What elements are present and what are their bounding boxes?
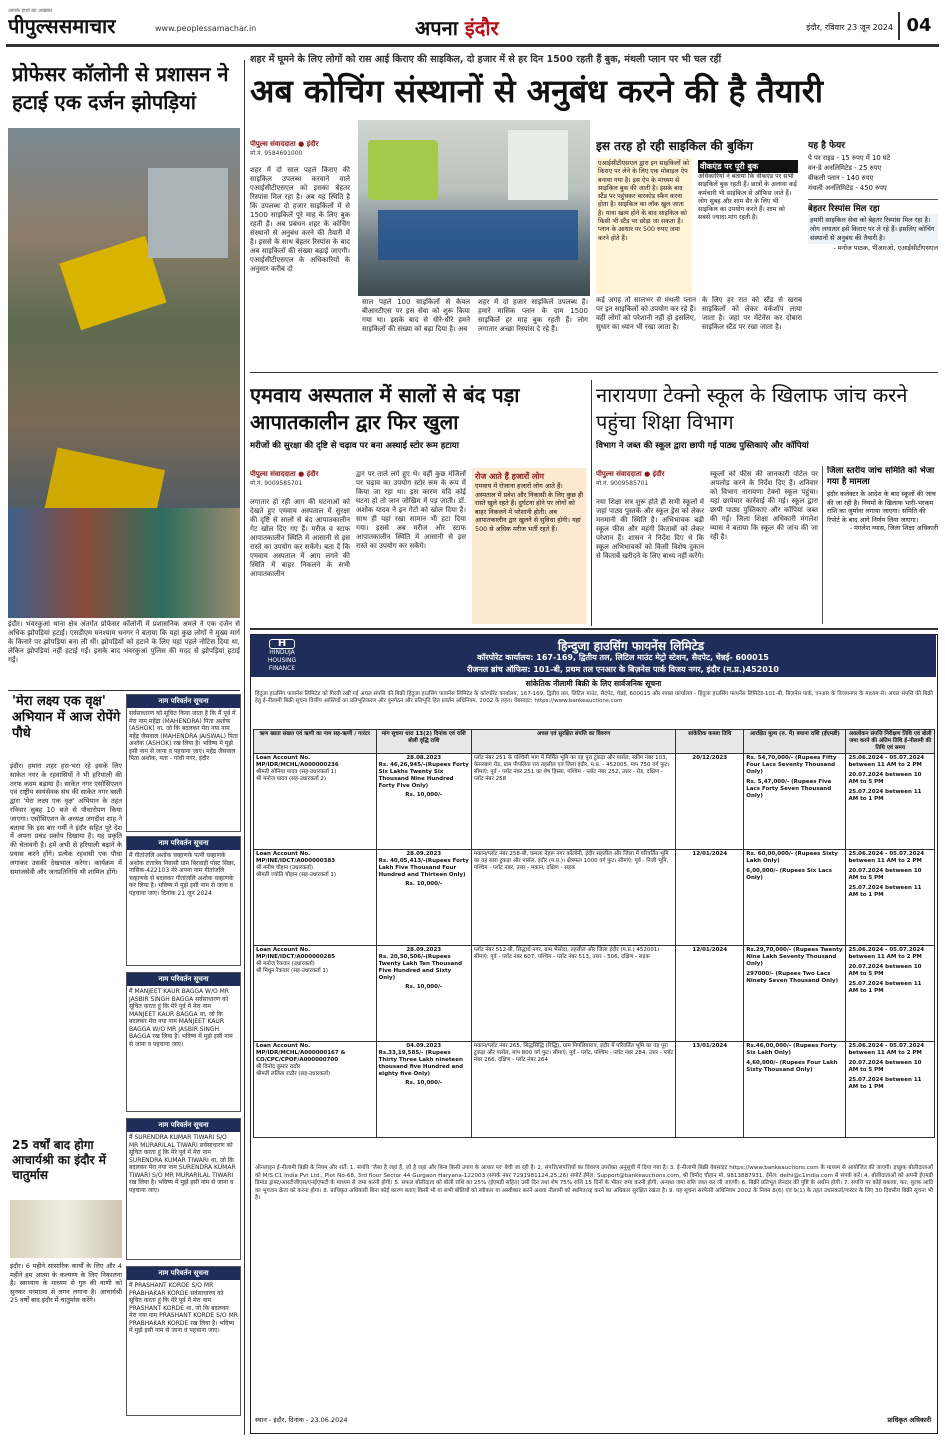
reserve-price: Rs.29,70,000/- (Rupees Twenty Nine Lakh Seventy Thousand Only)	[746, 947, 843, 967]
property-desc: प्लॉट नंबर 251 के पश्चिमी भाग में निर्मित भूमि का वह पूरा टुकड़ा और पार्सल, स्कीम नंबर 103, केसरबाग रोड, ग्राम पीपलिया राव तहसील एवं जिला इंदौर, म.प्र. - 452005, माप 750 वर्ग फुट। सीमाएं: पूर्व - प्लॉट नंबर 251 का शेष हिस्सा, पश्चिम - प्लॉट नंबर 252, उत्तर - रोड, दक्षिण - प्लॉट नंबर 258	[471, 754, 675, 850]
hinduja-logo	[257, 639, 307, 673]
col-header: सांकेतिक कब्जा तिथि	[676, 730, 744, 754]
hospital-byline: पीपुल्स संवाददाता ● इंदौर मो.नं. 9009585701	[250, 470, 350, 492]
notice-amount: Rs. 46,26,945/-(Rupees Forty Six Lakhs Twenty Six Thousand Nine Hundred Forty Five Only)	[378, 762, 469, 789]
auction-date: 25.07.2024 between 11 AM to 1 PM	[848, 1077, 922, 1090]
table-row	[254, 754, 935, 850]
notice-date: 28.08.2023	[406, 755, 442, 761]
cycle-col4: कई जगह तो सालभर से मंथली प्लान पर इन साइकिलों को उपयोग कर रहे हैं। वहीं लोगों को परेशानी नहीं हो इसलिए, सुधार का ध्यान भी रखा जाता है।	[596, 296, 696, 331]
byline-city: इंदौर	[306, 140, 319, 148]
byline-mob: मो.नं. 9009585701	[596, 480, 649, 487]
fare-item: मंथली अनलिमिटेड - 450 रुपए	[808, 184, 887, 192]
notice-date: 04.09.2023	[406, 1043, 442, 1049]
acharya-photo	[10, 1200, 122, 1258]
emd: 4,60,000/- (Rupees Four Lakh Sixty Thousand Only)	[746, 1060, 838, 1073]
possession-date: 20/12/2023	[676, 754, 744, 850]
loan-account: Loan Account No. MP/INE/IDCT/A000000285	[256, 947, 336, 960]
inspection: 25.06.2024 - 05.07.2024 between 11 AM to 2 PM	[848, 947, 925, 960]
hospital-col2: द्वार पर ताले लगे हुए थे। वहीं कुछ मंजिलों पर चढ़ाव का उपयोग स्टोर रूम के रूप में किया जा रहा था। इस कारण यदि कोई घटना हो तो जान जोखिम में पड़ जाती। डॉ. अशोक यादव ने इन गेटों को खोल दिया है। साथ ही यहां रखा सामान भी हटा दिया गया। इससे अब मरीज और स्टाफ आपातकालीन स्थिति में आसानी से इस रास्ते का उपयोग कर सकेंगे।	[356, 470, 466, 550]
school-col1: नया शिक्षा सत्र शुरू होते ही सभी स्कूलों में जहां पाठ्य पुस्तकें और स्कूल ड्रेस को लेकर मनमानी की स्थिति है। अभिभावक बढ़ी स्कूल फीस और महंगी किताबों को लेकर परेशान हैं। शासन ने निर्देश दिए थे कि स्कूल अभिभावकों को किसी विशेष दुकान से किताबें खरीदने के लिए बाध्य नहीं करेंगे।	[596, 498, 704, 560]
notice-body: मैं MANJEET KAUR BAGGA W/O MR JASBIR SINGH BAGGA सर्वसाधारण को सूचित करता हूं कि मेरे पूर्व में मेरा नाम MANJEET KAUR BAGGA था, जो कि बदलकर मेरा नया नाम MANJEET KAUR BAGGA W/O MR JASBIR SINGH BAGGA रख लिया है। भविष्य में मुझे इसी नाम से जाना व पहचाना जाए।	[129, 988, 233, 1048]
col-header: आरक्षित मूल्य (रु. में) बयाना राशि (ईएमडी)	[744, 730, 846, 754]
property-desc: मकान/प्लॉट नंबर 258-बी, कमला नेहरू नगर कॉलोनी, इंदौर सहलील और जिला में परिवर्तित भूमि का वह सारा टुकड़ा और पार्सल, इंदौर (म.प्र.)। क्षेत्रफल 1000 वर्ग फुट। सीमाएं: पूर्व - निजी भूमि, पश्चिम - प्लॉट नंबर, उत्तर - मकान, दक्षिण - सड़क	[471, 850, 675, 946]
hospital-box-head: रोज आते हैं हजारों लोग	[475, 472, 545, 481]
school-headline: नारायणा टेक्नो स्कूल के खिलाफ जांच करने पहुंचा शिक्षा विभाग	[596, 383, 908, 434]
fare-item: वीकली प्लान - 140 रुपए	[808, 174, 874, 182]
page-number: 04	[898, 12, 938, 40]
ad-company: हिन्दुजा हाउसिंग फायनेंस लिमिटेड	[557, 639, 705, 653]
inspection: 25.06.2024 - 05.07.2024 between 11 AM to 2 PM	[848, 755, 925, 768]
bid-increment: Rs. 10,000/-	[405, 881, 443, 887]
notice-date: 28.09.2023	[406, 851, 442, 857]
booking-head: इस तरह हो रही साइकिल की बुकिंग	[596, 139, 753, 153]
bid-deadline: 20.07.2024 between 10 AM to 5 PM	[848, 1060, 922, 1073]
auction-date: 25.07.2024 between 11 AM to 1 PM	[848, 885, 922, 898]
notice-amount: Rs. 20,50,506/-(Rupees Twenty Lakh Ten Thousand Five Hundred and Sixty Only)	[378, 954, 463, 981]
emd: Rs. 5,47,000/- (Rupees Five Lacs Forty Seven Thousand Only)	[746, 779, 832, 799]
logo-top: HINDUJA	[269, 649, 295, 656]
masthead-url[interactable]: www.peoplessamachar.in	[155, 24, 257, 33]
cycle-photo-col1: साल पहले 100 साइकिलों से केवल बीआरटीएस पर इस सेवा को शुरू किया गया था। इसके बाद से धीरे-धीरे हमने साइकिलों की संख्या को बढ़ा दिया है। अब	[362, 298, 470, 333]
ad-intro: हिंदुजा हाउसिंग फायनेंस लिमिटेड को गिरवी रखी गई अचल संपत्ति की बिक्री हिंदुजा हाउसिंग फायनेंस लिमिटेड के कॉरपोरेट कार्यालय, 167-169, द्वितीय तल, लिटिल माउंट, सैदपेट, चेन्नई, 600015 और शाखा कार्यालय - हिंदुजा हाउसिंग फायनेंस लिमिटेड-101-बी, बिज़नेस पार्क, एनआर के विजयनगर के माध्यम से। अचल संपत्ति की बिक्री हेतु ई-नीलामी बिक्री सूचना वित्तीय आस्तियों का प्रतिभूतिकरण और पुनर्गठन और प्रतिभूति हित प्रवर्तन अधिनियम, 2002 के तहत। वेबसाइट: https://www.bankeauctions.com	[255, 691, 933, 704]
byline-name: पीपुल्स संवाददाता	[250, 470, 296, 478]
hospital-deck: मरीजों की सुरक्षा की दृष्टि से चढ़ाव पर बना अस्थाई स्टोर रूम हटाया	[250, 441, 459, 451]
possession-date: 12/01/2024	[676, 946, 744, 1042]
bid-deadline: 20.07.2024 between 10 AM to 5 PM	[848, 964, 922, 977]
hospital-box-body: एमवाय में रोजाना हजारों लोग आते हैं। अस्पताल में प्रवेश और निकासी के लिए कुछ ही रास्ते खुले रहते हैं। दुर्घटना होने पर लोगों को बाहर निकलने में परेशानी होती। अब आपातकालीन द्वार खुलने से सुविधा होगी। यहां 500 से अधिक मरीज भर्ती रहते हैं।	[475, 482, 583, 533]
table-row	[254, 850, 935, 946]
borrower: श्री विनोद कुमार राठौर	[256, 1064, 301, 1070]
demolition-photo	[8, 128, 240, 618]
ad-header	[251, 635, 936, 677]
notice-3	[126, 972, 241, 1112]
school-col2: स्कूलों को फीस की जानकारी पोर्टल पर अपलोड करने के निर्देश दिए हैं। शनिवार को विभाग नारायणा टेक्नो स्कूल पहुंचा। यहां छापेमार कार्रवाई की गई। स्कूल द्वारा छापी पाठ्य पुस्तिकाएं और कॉपियां जब्त की गईं। जिला शिक्षा अधिकारी मंगलेश व्यास ने बताया कि स्कूल की जांच की जा रही है।	[710, 470, 818, 541]
notice-body: सर्वसाधारण को सूचित किया जाता है कि मैं पूर्व में मेरा नाम महेंद्रा (MAHENDRA) पिता अशोक (ASHOK) था, जो कि बदलकर मेरा नया नाम महेंद्र जैसवाल (MAHENDRA JAISWAL) पिता अशोक (ASHOK) रख लिया है। भविष्य में मुझे इसी नाम से जाना व पहचाना जाए। महेंद्र जैसवाल पिता अशोक, पता - गांधी नगर, इंदौर	[129, 710, 238, 762]
col-header: मांग सूचना धारा 13(2) दिनांक एवं राशि बोली वृद्धि राशि	[376, 730, 471, 754]
borrower-2: श्रीमती ज्योति चौहान (सह-उधारकर्ता 1)	[256, 872, 337, 878]
fare-item: पे पर राइड - 15 रुपए में 10 घंटे	[808, 154, 891, 162]
reserve-price: Rs. 54,70,000/- (Rupees Fifty Four Lacs Seventy Thousand Only)	[746, 755, 837, 775]
table-header-row	[254, 730, 935, 754]
school-box	[822, 466, 938, 624]
hospital-col1: लगातार हो रही आग की घटनाओं को देखते हुए एमवाय अस्पताल में सुरक्षा की दृष्टि से सालों से बंद आपातकालीन गेट खोल दिए गए हैं। मरीज व स्टाफ आपातकालीन स्थिति में आसानी से इस रास्ते का उपयोग कर सकेंगे। बता दें कि एमवाय अस्पताल में आग लगने की स्थिति में बाहर निकलने के सभी आपातकालीन	[250, 498, 350, 578]
borrower-2: श्रीमती ललिता राठौर (सह-उधारकर्ता)	[256, 1071, 331, 1077]
notice-4	[126, 1118, 241, 1260]
brand-right: समाचार	[58, 14, 116, 38]
reserve-price: Rs.46,00,000/- (Rupees Forty Six Lakh Only)	[746, 1043, 837, 1056]
fare-box	[808, 138, 938, 366]
borrower: श्रीमती सोनिया यादव (सह-उधारकर्ता 1)	[256, 769, 337, 775]
loan-account: Loan Account No. MP/IDR/MCHL/A000000236	[256, 755, 339, 768]
notice-body: मैं SURENDRA KUMAR TIWARI S/O MR MURARILAL TIWARI सर्वसाधारण को सूचित करता हूं कि मेरे पूर्व में मेरा नाम SURENDRA KUMAR TIWARI था, जो कि बदलकर मेरा नया नाम SURENDRA KUMAR TIWARI S/O MR MURARILAL TIWARI रख लिया है। भविष्य में मुझे इसी नाम से जाना व पहचाना जाए।	[129, 1134, 236, 1194]
byline-city: इंदौर	[306, 470, 319, 478]
tree-headline: 'मेरा लक्ष्य एक वृक्ष' अभियान में आज रोपेंगे पौधे	[12, 694, 121, 741]
acharya-headline: 25 वर्षों बाद होगा आचार्यश्री का इंदौर में चातुर्मास	[12, 1138, 106, 1182]
notice-title: नाम परिवर्तन सूचना	[127, 695, 240, 708]
auction-table	[253, 729, 935, 1138]
notice-title: नाम परिवर्तन सूचना	[127, 1119, 240, 1132]
notice-body: मैं गीतांजलि अशोक चव्हाणके पत्नी चव्हाणके अशोक दत्तात्रेय निवासी ग्राम बिरवाड़ी पोस्ट सिन्नर, नासिक-422103 मेरे अपना नाम गीतांजलि चव्हाणके से बदलकर गीतांजलि अशोक चव्हाणके कर लिया है। भविष्य में मुझे इसी नाम से जाना व पहचाना जाए। दिनांक 21 जून 2024	[129, 852, 236, 897]
brand-left: पीपुल्स	[8, 14, 59, 38]
col-header: अवलोकन संपत्ति निरीक्षण तिथि एवं बोली जमा करने की अंतिम तिथि ई-नीलामी की तिथि एवं समय	[846, 730, 935, 754]
byline-name: पीपुल्स संवाददाता	[250, 140, 296, 148]
inspection: 25.06.2024 - 05.07.2024 between 11 AM to 2 PM	[848, 851, 925, 864]
borrower: श्री मनीष चौहान (उधारकर्ता)	[256, 865, 313, 871]
notice-title: नाम परिवर्तन सूचना	[127, 837, 240, 850]
school-box-body: इंदौर कलेक्टर के आदेश के बाद स्कूलों की जांच की जा रही है। नियमों के खिलाफ भारी-भरकम राशि का जुर्माना लगाया जाएगा। समिति की रिपोर्ट के बाद आगे निर्णय लिया जाएगा।	[827, 490, 936, 524]
notice-1	[126, 694, 241, 832]
notice-amount: Rs. 40,05,413/-(Rupees Forty Lakh Five Thousand Four Hundred and Thirteen Only)	[378, 858, 469, 878]
bid-increment: Rs. 10,000/-	[405, 1080, 443, 1086]
weekend-box	[696, 158, 800, 294]
weekend-head: वीकएंड पर पूरी बुक	[698, 160, 798, 173]
col-header: ऋण खाता संख्या एवं ऋणी का नाम सह-ऋणी / गारंटर	[254, 730, 377, 754]
bid-increment: Rs. 10,000/-	[405, 984, 443, 990]
loan-account: Loan Account No. MP/INE/IDCT/A000000383	[256, 851, 336, 864]
emd: 297000/- (Rupees Two Lacs Ninety Seven Thousand Only)	[746, 971, 839, 984]
resp-head: बेहतर रिस्पांस मिल रहा	[808, 199, 938, 214]
notice-2	[126, 836, 241, 966]
borrower: श्री मनोज रैकवार (उधारकर्ता)	[256, 961, 315, 967]
notice-title: नाम परिवर्तन सूचना	[127, 973, 240, 986]
notice-title: नाम परिवर्तन सूचना	[127, 1267, 240, 1280]
notice-date: 28.09.2023	[406, 947, 442, 953]
colony-body: इंदौर। भंवरकुआं थाना क्षेत्र अंतर्गत प्रोफेसर कॉलोनी में प्रशासनिक अमले ने एक दर्जन से अधिक झोपड़ियां हटाईं। एसडीएम घनश्याम धनगर ने बताया कि यहां कुछ लोगों ने मुख्य मार्ग के किनारे पर झोपड़ियां बना ली थीं। झोपड़ियों को हटाने के लिए यहां पहले नोटिस दिया था, लेकिन झोपड़ियां नहीं हटाई गईं। इसके बाद भंवरकुआं पुलिस की मदद से झोपड़ियां हटाई गईं।	[8, 620, 240, 664]
cycle-box	[596, 138, 800, 294]
col-header: अचल एवं सुरक्षित संपत्ति का विवरण	[471, 730, 675, 754]
fare-item: वन-डे अनलिमिटेड - 25 रुपए	[808, 164, 882, 172]
byline-name: पीपुल्स संवाददाता	[596, 470, 642, 478]
borrower-2: श्री मिथुन रैकवार (सह-उधारकर्ता 1)	[256, 968, 329, 974]
ad-corp: कॉरपोरेट कार्यालय: 167-169, द्वितीय तल, लिटिल माउंट मेट्रो स्टेशन, सैदपेट, चेन्नई- 600015	[477, 653, 769, 662]
possession-date: 12/01/2024	[676, 850, 744, 946]
emd: 6,00,000/- (Rupees Six Lacs Only)	[746, 868, 832, 881]
ad-place: स्थान - इंदौर, दिनांक - 23.06.2024	[255, 1416, 348, 1424]
cycle-photo-col2: शहर में दो हजार साइकिलें उपलब्ध हैं। हमारे मासिक प्लान के दाम 1500 साइकिलें हर माह बुक रहती हैं। लोग लगातार अच्छा रिस्पांस दे रहे हैं।	[478, 298, 588, 333]
hospital-headline: एमवाय अस्पताल में सालों से बंद पड़ा आपातकालीन द्वार फिर खुला	[250, 383, 520, 434]
possession-date: 13/01/2024	[676, 1042, 744, 1138]
resp-sign: - मनोज पाठक, पीआरओ, एआईसीटीएसएल	[833, 244, 938, 253]
auction-date: 25.07.2024 between 11 AM to 1 PM	[848, 789, 922, 802]
byline-mob: मो.नं. 9584691000	[250, 150, 303, 157]
byline-city: इंदौर	[652, 470, 665, 478]
cycle-byline: पीपुल्स संवाददाता ● इंदौर मो.नं. 9584691000	[250, 140, 350, 162]
fare-list	[808, 153, 938, 193]
cycle-headline: अब कोचिंग संस्थानों से अनुबंध करने की है तैयारी	[250, 72, 824, 110]
loan-account: Loan Account No. MP/IDR/MCHL/A000000167 & CO/CPC/CPOF/A000000700	[256, 1043, 346, 1063]
borrower-2: श्री मनोज यादव (सह-उधारकर्ता 2)	[256, 776, 327, 782]
logo-mark: H	[269, 639, 295, 649]
notice-body: मैं PRASHANT KORDE S/O MR PRABHAKAR KORDE सर्वसाधारण को सूचित करता हूं कि मेरे पूर्व में मेरा नाम PRASHANT KORDE था, जो कि बदलकर मेरा नया नाम PRASHANT KORDE S/O MR PRABHAKAR KORDE रख लिया है। भविष्य में मुझे इसी नाम से जाना व पहचाना जाए।	[129, 1282, 238, 1334]
masthead-logo[interactable]	[8, 8, 178, 42]
acharya-body: इंदौर। 6 महीने सांसारिक कार्यों के लिए और 4 महीने हम आत्मा के कल्याण के लिए निकालना है। स्वाध्याय के माध्यम से गुरु की वाणी को सुनकर परमात्मा से लगन लगाना है। आचार्यश्री 25 वर्षों बाद इंदौर में चातुर्मास करेंगे।	[10, 1262, 122, 1305]
school-deck: विभाग ने जब्त की स्कूल द्वारा छापी गई पाठ्य पुस्तिकाएं और कॉपियां	[596, 441, 809, 451]
notices-column	[126, 694, 241, 1424]
masthead-tagline: आपके हाथों का अखबार	[8, 8, 53, 14]
cycle-col1: शहर में दो साल पहले किराए की साइकिल उपलब्ध करवाने वाले एआईसीटीएसएल को इसका बेहतर रिस्पांस मिल रहा है। अब यह स्थिति है कि उपलब्ध दो हजार साइकिलों में से 1500 साइकिलें पूरे माह के लिए बुक रहती हैं। अब प्रबंधन शहर के कोचिंग संस्थानों से अनुबंध करने की तैयारी में है। इससे के साथ बेहतर रिस्पांस के बाद अब साइकिलों की संख्या बढ़ाई जाएगी। एआईसीटीएसएल के अधिकारियों के अनुसार करीब दो	[250, 166, 350, 273]
section-main: इंदौर	[464, 16, 499, 40]
school-box-head: जिला स्तरीय जांच समिति को भेजा गया है मामला	[827, 466, 935, 487]
inspection: 25.06.2024 - 05.07.2024 between 11 AM to 2 PM	[848, 1043, 925, 1056]
tree-body: इंदौर। हमारा शहर हरा-भरा रहे इसके लिए साकेत नगर के रहवासियों ने भी हरियाली की तरफ कदम बढ़ाया है। साकेत नगर एसोसिएशन एवं राष्ट्रीय स्वयंसेवक संघ की साकेत नगर बस्ती द्वारा 'मेरा लक्ष्य एक वृक्ष' अभियान के तहत रविवार सुबह 10 बजे से पौधारोपण किया जाएगा। एसोसिएशन के अध्यक्ष जगदीश शाह ने बताया कि इस बार गर्मी ने इंदौर सहित पूरे देश में अपना प्रचंड प्रकोप दिखाया है। यह प्रकृति की चेतावनी है। हमें अभी से हरियाली बढ़ाने के प्रयास करने होंगे। प्रत्येक रहवासी एक पौधा लगाकर उसकी देखभाल करेगा। कार्यक्रम में समाजसेवी और जनप्रतिनिधि भी शामिल होंगे।	[10, 762, 122, 876]
cycle-col5: के लिए हर रात को स्टैंड से खराब साइकिलों को लेकर वर्कशॉप लाया जाता है। जहां पर मेंटेनेंस कर दोबारा साइकिल स्टैंड पर रखा जाता है।	[702, 296, 802, 331]
cycle-kicker: शहर में घूमने के लिए लोगों को रास आई किराए की साइकिल, दो हजार में से हर दिन 1500 रहती हैं बुक, मंथली प्लान पर भी चल रहीं	[250, 54, 722, 65]
ad-sign: प्राधिकृत अधिकारी	[887, 1416, 931, 1424]
logo-bottom: HOUSING FINANCE	[267, 657, 297, 672]
weekend-body: अधिकारियों ने बताया कि वीकएंड पर सभी साइकिलें बुक रहती हैं। छात्रों के अलावा कई कर्मचारी भी साइकिल से ऑफिस जाते हैं। लोग सुबह और शाम सैर के लिए भी साइकिल का उपयोग करते हैं। शाम को सबसे ज्यादा मांग रहती है।	[698, 173, 797, 222]
hospital-box	[472, 468, 586, 624]
cycle-photo	[358, 120, 590, 296]
dateline: इंदौर, रविवार 23 जून 2024	[806, 23, 893, 32]
byline-mob: मो.नं. 9009585701	[250, 480, 303, 487]
property-desc: मकान/प्लॉट नंबर 265, सिद्धसिद्धि (रिद्धि), ग्राम पिपलियाराव, इंदौर में परिवर्तित भूमि का वह पूरा टुकड़ा और पार्सल, माप 800 वर्ग फुट। सीमाएं: पूर्व - प्लॉट, पश्चिम - प्लॉट नंबर 284, उत्तर - प्लॉट नंबर 266, दक्षिण - प्लॉट नंबर 264	[471, 1042, 675, 1138]
reserve-price: Rs. 60,00,000/- (Rupees Sixty Lakh Only)	[746, 851, 838, 864]
ad-terms: ऑनलाइन ई-नीलामी बिक्री के नियम और शर्तें: 1. संपत्ति 'जैसा है जहां है, जो है जहां और बिना किसी उपाय के आधार पर' बेची जा रही है। 2. संपत्ति/संपत्तियों का विवरण उपरोक्त अनुसूची में दिया गया है। 3. ई-नीलामी बिक्री वेबसाइट https://www.bankeauctions.com के माध्यम से आयोजित की जाएगी। इच्छुक बोलीदाताओं को M/S C1 India Pvt Ltd., Plot No-68, 3rd floor Sector 44 Gurgaon Haryana-122003 (संपर्क नंबर 7291981124,25,26) सपोर्ट ईमेल: Support@bankeauctions.com, श्री विनोद चौहान मो. 9813887931, ईमेल: delhi@c1india.com से संपर्क करें। 4. बोलीदाताओं को अपनी ईएमडी डिमांड ड्राफ्ट/आरटीजीएस/एनईएफटी के माध्यम से जमा करनी होगी। 5. सफल बोलीदाता को बोली राशि का 25% (ईएमडी सहित) उसी दिन तथा शेष 75% राशि 15 दिनों के भीतर जमा करनी होगी, अन्यथा जमा राशि जब्त कर ली जाएगी। 6. बिक्री प्रतिभूत लेनदार की पुष्टि के अधीन होगी। 7. संपत्ति पर कोई बकाया, कर, शुल्क आदि का भुगतान क्रेता को करना होगा। 8. प्राधिकृत अधिकारी बिना कोई कारण बताए किसी भी या सभी बोलियों को स्वीकार या अस्वीकार करने अथवा नीलामी को स्थगित/रद्द करने का अधिकार सुरक्षित रखता है। 9. यह सूचना सरफेसी अधिनियम 2002 के नियम 8(6) एवं 9(1) के तहत उधारकर्ता/गारंटर के लिए 30 दिवसीय बिक्री सूचना भी है।	[255, 1165, 933, 1202]
notice-amount: Rs.33,19,585/- (Rupees Thirty Three Lakh nineteen thousand five Hundred and eighty five Only)	[378, 1050, 464, 1077]
bid-deadline: 20.07.2024 between 10 AM to 5 PM	[848, 868, 922, 881]
bid-increment: Rs. 10,000/-	[405, 792, 443, 798]
notice-5	[126, 1266, 241, 1416]
booking-body: एआईसीटीएसएल द्वारा इन साइकिलों को किराए पर लेने के लिए एक मोबाइल ऐप बनाया गया है। इस ऐप के माध्यम से साइकिल बुक की जाती है। इसके बाद स्टैंड पर पहुंचकर बारकोड स्कैन करना होता है। साइकिल का लॉक खुल जाता है। यात्रा खत्म होने के बाद साइकिल को किसी भी स्टैंड पर छोड़ा जा सकता है। प्लान के आधार पर 500 रुपए जमा करने होते हैं।	[596, 158, 692, 294]
table-row	[254, 1042, 935, 1138]
masthead-rule	[6, 44, 939, 47]
fare-head: यह है फेयर	[808, 141, 845, 151]
ad-regional: रीजनल ब्रांच ऑफिस: 101-बी, प्रथम तल एनआर के बिज़नेस पार्क विजय नगर, इंदौर (म.प्र.)452010	[467, 665, 779, 674]
school-box-sign: - मंगलेश व्यास, जिला शिक्षा अधिकारी	[849, 524, 938, 533]
hinduja-ad	[250, 634, 938, 1434]
section-prefix: अपना	[415, 16, 458, 40]
table-row	[254, 946, 935, 1042]
ad-notice-head: सांकेतिक नीलामी बिक्री के लिए सार्वजनिक सूचना	[525, 679, 662, 688]
bid-deadline: 20.07.2024 between 10 AM to 5 PM	[848, 772, 922, 785]
auction-date: 25.07.2024 between 11 AM to 1 PM	[848, 981, 922, 994]
auction-table-wrap	[253, 729, 935, 1161]
property-desc: प्लॉट नंबर 512-बी, सिद्धार्थ नगर, ग्राम भैसोदा, तहसील और जिला इंदौर (म.प्र.) 452001। सीमाएं: पूर्व - प्लॉट नंबर 607, पश्चिम - प्लॉट नंबर 513, उत्तर - 506, दक्षिण - सड़क	[471, 946, 675, 1042]
resp-body: हमारी साइकिल सेवा को बेहतर रिस्पांस मिल रहा है। लोग लगातार इसे किराए पर ले रहे हैं। इसलिए कोचिंग संस्थानों से अनुबंध की तैयारी है।	[808, 214, 938, 244]
section-title	[415, 14, 545, 44]
colony-headline: प्रोफेसर कॉलोनी से प्रशासन ने हटाई एक दर्जन झोपड़ियां	[12, 62, 229, 114]
school-byline: पीपुल्स संवाददाता ● इंदौर मो.नं. 9009585701	[596, 470, 704, 492]
